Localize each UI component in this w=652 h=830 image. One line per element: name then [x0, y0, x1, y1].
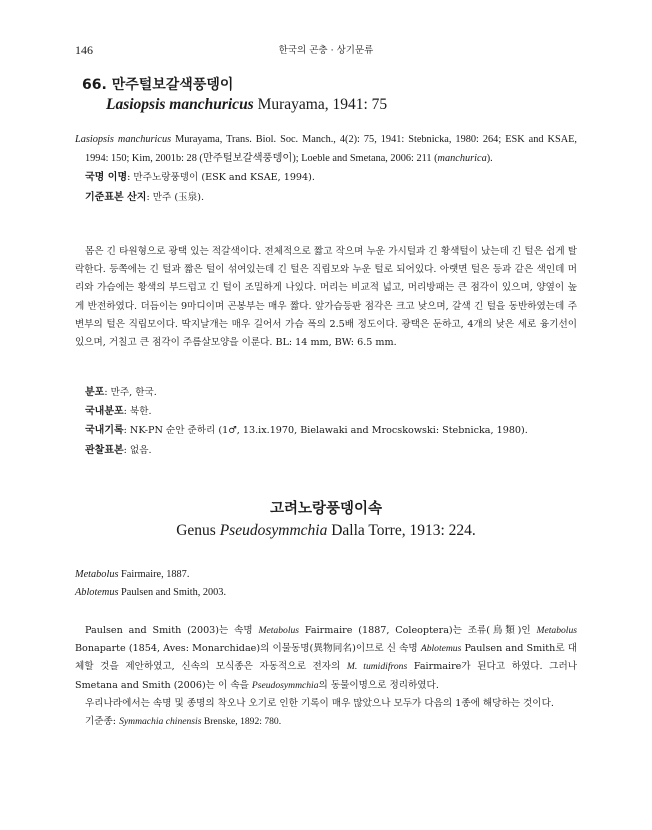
- genus-prefix: Genus: [176, 522, 220, 539]
- running-title: 한국의 곤충 · 상기문류: [278, 45, 374, 56]
- species-korean-name: 만주털보갈색풍뎅이: [111, 77, 234, 93]
- remark-text-d: Paulsen and Smith로 대체할 것을 제안하였고, 신속의 모식종은 자동적으로 전자의: [75, 643, 577, 673]
- domestic-line: [85, 402, 577, 421]
- genus-synonym-1-text: Fairmaire, 1887.: [118, 569, 190, 580]
- record-line: [85, 421, 577, 440]
- type-locality-value: : 만주 (玉泉).: [146, 191, 205, 203]
- record-value: : NK-PN 순안 준하리 (1♂, 13.ix.1970, Bielawaki and Mrocskowski: Stebnicka, 1980).: [123, 425, 528, 437]
- genus-synonym-1: [75, 566, 577, 584]
- type-species-line: [75, 713, 577, 731]
- national-name-value: : 만주노랑풍뎅이 (ESK and KSAE, 1994).: [127, 172, 315, 184]
- observed-value: : 없음.: [123, 444, 152, 456]
- genus-author: Dalla Torre, 1913: 224.: [327, 522, 476, 539]
- synonym-italic-tail: manchurica: [437, 153, 487, 165]
- synonym-end: ).: [486, 153, 493, 165]
- genus-scientific-title: [75, 520, 577, 542]
- genus-remarks-paragraph-1: [75, 622, 577, 695]
- remark-italic-1: Metabolus: [258, 625, 300, 636]
- distribution-value: : 만주, 한국.: [104, 387, 157, 398]
- species-title: [82, 75, 387, 115]
- type-species-name: Symmachia chinensis: [119, 716, 202, 728]
- remark-italic-5: Pseudosymmchia: [251, 679, 319, 691]
- national-name-line: [75, 168, 577, 187]
- page-header: [75, 41, 577, 57]
- synonymy-entry: [75, 130, 577, 168]
- species-description: 몸은 긴 타원형으로 광택 있는 적갈색이다. 전체적으로 짧고 작으며 누운 가시털과 긴 황색털이 났는데 긴 털은 쉽게 탈락한다. 등쪽에는 긴 털과 짧은 털이 섞여있는데 긴 털은 직립모와 누운 털로 되어있다. 아랫면 털은 등과 같은 색인데 머리와 가슴에는 황색의 부드럽고 긴 털이 조밀하게 나있다. 머리는 비교적 넓고, 머리방패는 큰 점각이 있으며, 양옆이 높게 반전하였다. 더듬이는 9마디이며 곤봉부는 매우 짧다. 앞가슴등판 점각은 크고 낮으며, 갈색 긴 털을 동반하였는데 주변부의 털은 직립모이다. 딱지날개는 매우 길어서 가슴 폭의 2.5배 정도이다. 광택은 둔하고, 4개의 낮은 세로 융기선이 있으며, 거칠고 큰 점각이 주름살모양을 이룬다. BL: 14 mm, BW: 6.5 mm.: [75, 246, 577, 349]
- distribution-line: [85, 383, 577, 402]
- genus-synonym-2-text: Paulsen and Smith, 2003.: [118, 587, 227, 599]
- page-number: 146: [75, 43, 93, 57]
- record-label: 국내기록: [85, 425, 124, 437]
- type-species-author: Brenske, 1892: 780.: [201, 716, 282, 728]
- genus-name: Pseudosymmchia: [219, 522, 328, 539]
- species-number: 66.: [82, 77, 107, 93]
- national-name-label: 국명 이명: [85, 172, 128, 184]
- species-author: Murayama, 1941: 75: [257, 96, 388, 113]
- remark-text-f: 의 동물이명으로 정리하였다.: [318, 679, 439, 691]
- domestic-label: 국내분포: [85, 406, 124, 418]
- synonym-name: Lasiopsis manchuricus: [75, 134, 172, 145]
- genus-korean-name: 고려노랑풍뎅이속: [269, 500, 383, 517]
- species-korean-title: [82, 75, 387, 95]
- species-scientific-title: [106, 95, 387, 115]
- genus-remarks-paragraph-2: 우리나라에서는 속명 및 종명의 착오나 오기로 인한 기록이 매우 많았으나 모두가 다음의 1종에 해당하는 것이다.: [85, 697, 554, 709]
- remark-text-c: Bonaparte (1854, Aves: Monarchidae)의 이물동명(異物同名)이므로 신 속명: [75, 643, 421, 655]
- remark-text-a: Paulsen and Smith (2003)는 속명: [85, 625, 259, 636]
- distribution-block: [75, 383, 577, 460]
- description-block: [75, 243, 577, 352]
- remark-italic-2: Metabolus: [536, 625, 577, 636]
- domestic-value: : 북한.: [123, 406, 152, 418]
- species-scientific-name: Lasiopsis manchuricus: [106, 96, 254, 113]
- genus-synonym-1-name: Metabolus: [75, 569, 119, 580]
- genus-synonym-2-name: Ablotemus: [75, 587, 119, 599]
- type-locality-line: [75, 188, 577, 207]
- synonym-citations: Murayama, Trans. Biol. Soc. Manch., 4(2): 75, 1941: Stebnicka, 1980: 264; ESK and KSAE, 1994: 150; Kim, 2001b: 28 (만주털보갈색풍뎅이); Loeble and Smetana, 2006: 211 (: [85, 134, 577, 165]
- genus-synonym-2: [75, 584, 577, 602]
- genus-remarks: [75, 622, 577, 731]
- genus-title: [75, 498, 577, 542]
- observed-line: [85, 441, 577, 460]
- remark-text-e: Fairmaire가 된다고 하였다. 그러나 Smetana and Smith (2006)는 이 속을: [75, 661, 577, 691]
- remark-italic-3: Ablotemus: [420, 643, 462, 655]
- type-locality-label: 기준표본 산지: [85, 191, 147, 203]
- observed-label: 관찰표본: [85, 444, 124, 456]
- genus-synonyms: [75, 566, 577, 602]
- distribution-label: 분포: [85, 387, 105, 398]
- remark-italic-4: M. tumidifrons: [346, 661, 408, 673]
- type-species-label: 기준종:: [85, 716, 120, 728]
- synonymy-block: [75, 130, 577, 207]
- remark-text-b: Fairmaire (1887, Coleoptera)는 조류(鳥類)인: [299, 625, 537, 636]
